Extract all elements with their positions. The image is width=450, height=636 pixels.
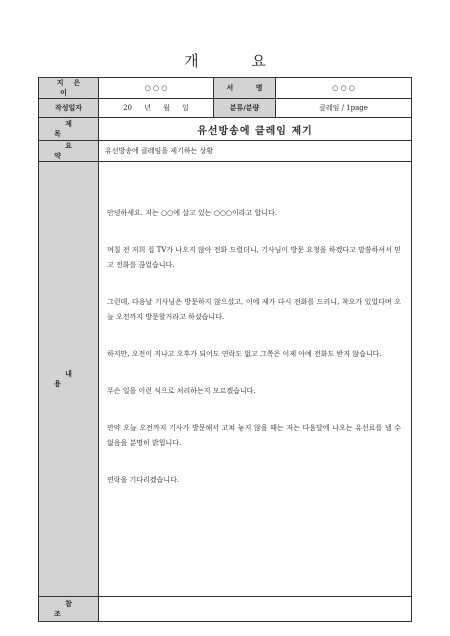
- body-paragraph: 만약 오늘 오전까지 기사가 방문해서 고쳐 놓지 않을 때는 저는 다음달에 나오는 유선료를 낼 수 없음을 분명히 밝힙니다.: [107, 424, 401, 447]
- body-paragraph: 그런데, 다음날 기사님은 방문하지 않으셨고, 이에 제가 다시 전화를 드리니, 착오가 있었다며 오늘 오전까지 방문할거라고 하셨습니다.: [107, 298, 401, 321]
- document-title: 개 요: [184, 52, 290, 70]
- body-paragraph: 연락을 기다리겠습니다.: [107, 476, 180, 484]
- subject-value: 유선방송에 클레임 제기: [99, 118, 412, 141]
- summary-label: 요 약: [39, 141, 99, 162]
- title-name-value: ○ ○ ○: [276, 78, 412, 99]
- title-name-label: 서 명: [214, 78, 276, 99]
- category-value: 클레임 / 1page: [276, 99, 412, 118]
- subject-label: 제 목: [39, 118, 99, 141]
- author-value: ○ ○ ○: [99, 78, 214, 99]
- date-value: 20 년 월 일: [99, 99, 214, 118]
- date-label: 작성일자: [39, 99, 99, 118]
- body-paragraph: 안녕하세요. 저는 ○○에 살고 있는 ○○○이라고 합니다.: [107, 209, 278, 217]
- overview-table: [38, 77, 412, 622]
- category-label: 분류/분량: [214, 99, 276, 118]
- content-body: [99, 162, 412, 597]
- body-paragraph: 무슨 일을 이런 식으로 처리하는지 모르겠습니다.: [107, 387, 256, 395]
- author-label: 지은이: [39, 78, 99, 99]
- body-paragraph: 며칠 전 저희 집 TV가 나오지 않아 전화 드렸더니, 기사님이 방문 요청을 하겠다고 말씀하셔서 믿고 전화를 끊었습니다.: [107, 246, 401, 269]
- reference-value: [99, 597, 412, 622]
- reference-label: 참 조: [39, 597, 99, 622]
- summary-value: 유선방송에 클레임을 제기하는 상황: [99, 141, 412, 162]
- body-paragraph: 하지만, 오전이 지나고 오후가 되어도 연락도 없고 그쪽은 이제 아예 전화도 받지 않습니다.: [107, 350, 382, 358]
- content-label: 내 용: [39, 162, 99, 597]
